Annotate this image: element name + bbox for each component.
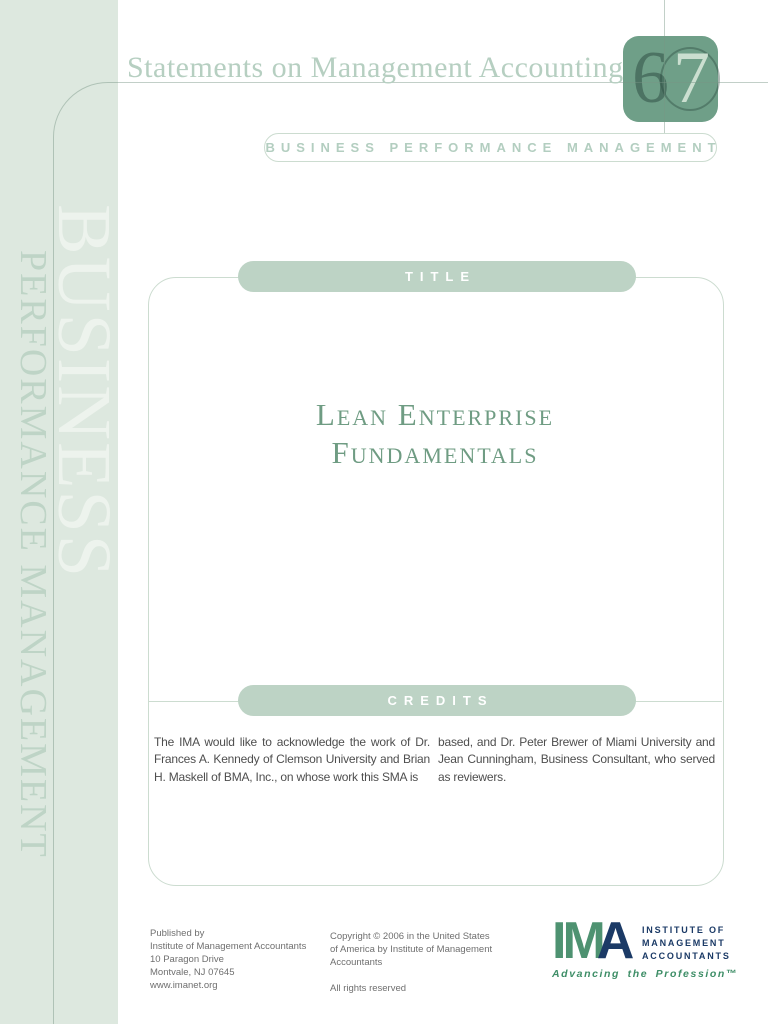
content-card: [148, 277, 724, 886]
sidebar-watermark-performance-management: PERFORMANCE MANAGEMENT: [12, 250, 54, 859]
copyright-block: [330, 930, 492, 995]
ima-tagline: Advancing the Profession™: [552, 968, 739, 980]
category-pill: [264, 133, 722, 162]
publisher-block: [150, 927, 306, 992]
rights-reserved-line: All rights reserved: [330, 983, 407, 994]
document-title-line2: Fundamentals: [331, 435, 539, 470]
spacer: [330, 969, 492, 982]
credits-tab-label: CREDITS: [387, 693, 494, 708]
sidebar-watermark-business: BUSINESS: [42, 204, 126, 579]
title-tab-label: TITLE: [404, 269, 477, 284]
ima-logo-letters: [552, 912, 631, 970]
publisher-name: Institute of Management Accountants: [150, 941, 307, 952]
ima-letters-green: IM: [552, 912, 602, 970]
published-by-line: Published by: [150, 928, 205, 939]
issue-digit-6: 6: [632, 37, 669, 119]
issue-number-badge: [623, 36, 718, 122]
category-label: BUSINESS PERFORMANCE MANAGEMENT: [265, 140, 722, 155]
copyright-line2: of America by Institute of Management: [330, 944, 493, 955]
ima-org-line3: ACCOUNTANTS: [642, 951, 731, 961]
credits-tab: [238, 685, 636, 716]
publisher-city: Montvale, NJ 07645: [150, 967, 235, 978]
ima-letter-navy: A: [596, 912, 631, 970]
ima-org-name: [642, 924, 731, 963]
publisher-website-link[interactable]: www.imanet.org: [150, 980, 218, 991]
issue-digit-7: 7: [673, 37, 710, 119]
copyright-line3: Accountants: [330, 957, 383, 968]
document-title-line1: Lean Enterprise: [315, 397, 555, 432]
ima-org-line1: INSTITUTE OF: [642, 925, 726, 935]
ima-org-line2: MANAGEMENT: [642, 938, 726, 948]
document-title: [148, 396, 722, 472]
publisher-street: 10 Paragon Drive: [150, 954, 224, 965]
credits-column-1: The IMA would like to acknowledge the work of Dr. Frances A. Kennedy of Clemson University and Brian H. Maskell of BMA, Inc., on whose work this SMA is: [154, 735, 430, 784]
header-vertical-rule: [664, 0, 665, 134]
series-title: Statements on Management Accounting: [127, 51, 624, 84]
copyright-line1: Copyright © 2006 in the United States: [330, 931, 490, 942]
credits-column-2: based, and Dr. Peter Brewer of Miami University and Jean Cunningham, Business Consultant, who served as reviewers.: [438, 735, 715, 784]
title-tab: [238, 261, 636, 292]
ima-logo: [552, 912, 739, 982]
